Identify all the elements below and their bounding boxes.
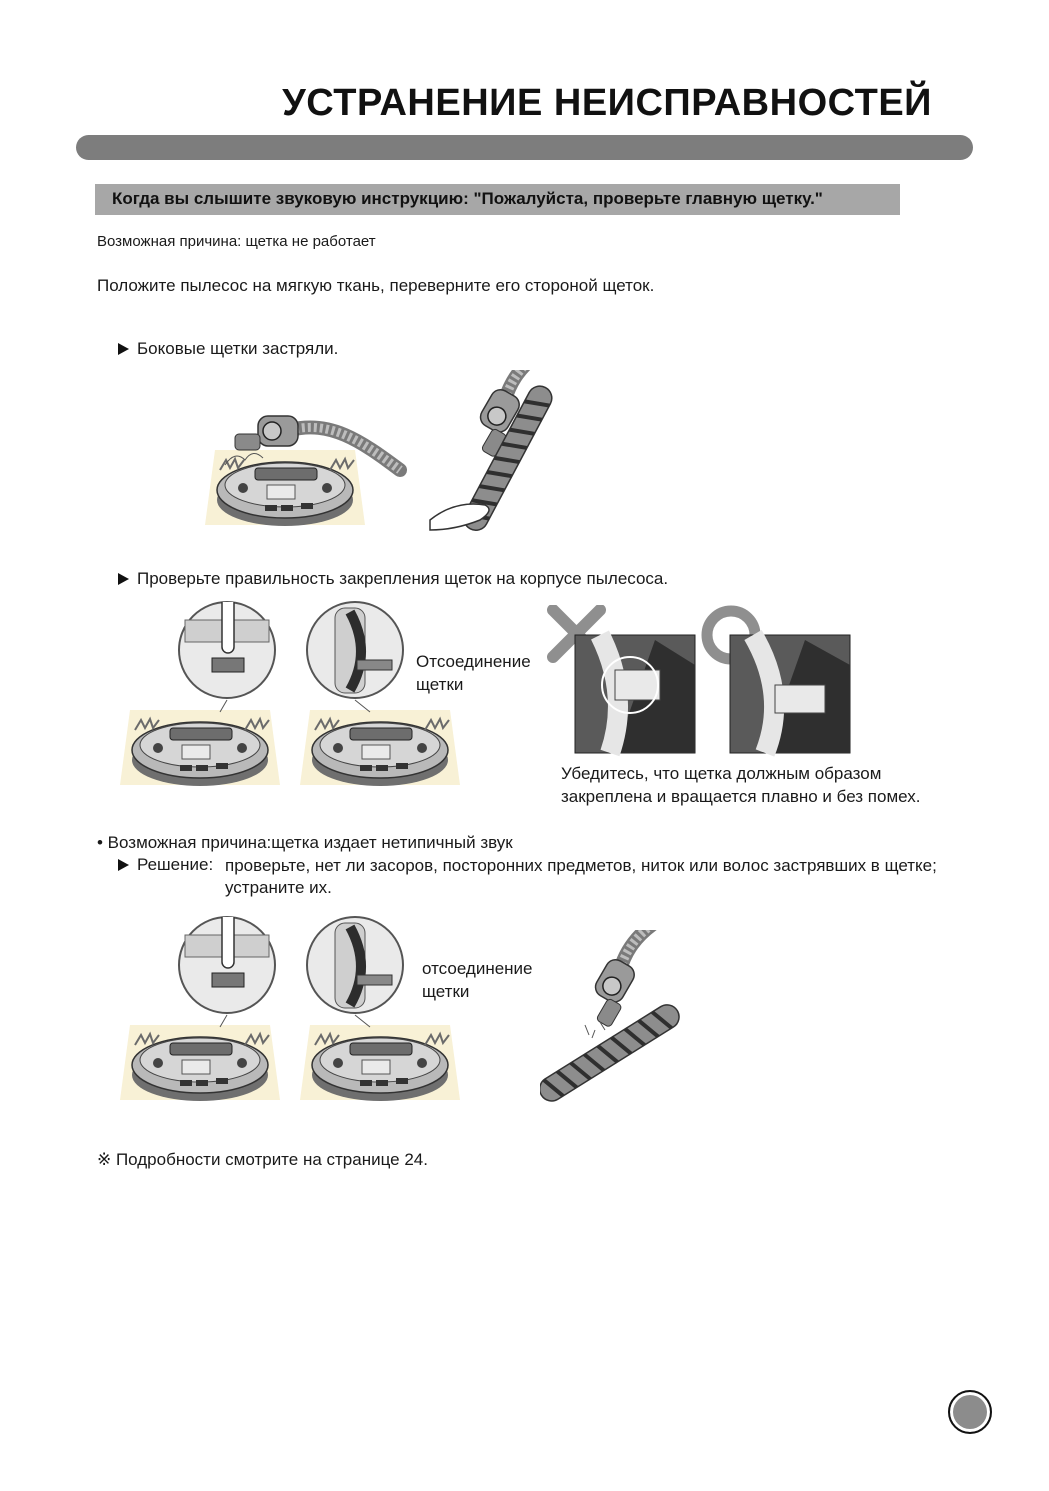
page-title: УСТРАНЕНИЕ НЕИСПРАВНОСТЕЙ — [282, 82, 932, 124]
illustration-brush-detach-1 — [120, 600, 460, 795]
pointer-triangle-icon — [118, 343, 129, 355]
possible-cause-2: • Возможная причина:щетка издает нетипичный звук — [97, 833, 513, 852]
illustration-cleaning-side-brushes — [205, 370, 605, 550]
illustration-mount-comparison — [545, 605, 865, 760]
pointer-triangle-icon — [118, 859, 129, 871]
step-side-brushes — [118, 339, 338, 359]
section-heading: Когда вы слышите звуковую инструкцию: "Пожалуйста, проверьте главную щетку." — [112, 189, 823, 208]
title-divider-bar — [76, 135, 973, 160]
instruction-text: Положите пылесос на мягкую ткань, переверните его стороной щеток. — [97, 276, 655, 295]
illustration-brush-detach-2 — [120, 915, 460, 1110]
step-side-brushes-text: Боковые щетки застряли. — [137, 339, 339, 358]
correct-mount-detail — [730, 635, 850, 753]
step-check-mount — [118, 569, 668, 589]
solution-prefix: Решение: — [137, 855, 214, 874]
possible-cause: Возможная причина: щетка не работает — [97, 233, 376, 250]
wrong-mount-detail — [575, 635, 695, 753]
solution-text: проверьте, нет ли засоров, посторонних предметов, ниток или волос застрявших в щетке; устраните их. — [225, 856, 937, 897]
pointer-triangle-icon — [118, 573, 129, 585]
detach-label-1: Отсоединение щетки — [416, 652, 531, 694]
ensure-note: Убедитесь, что щетка должным образом закреплена и вращается плавно и без помех. — [561, 764, 921, 806]
page-reference: ※ Подробности смотрите на странице 24. — [97, 1150, 428, 1169]
step-check-mount-text: Проверьте правильность закрепления щеток на корпусе пылесоса. — [137, 569, 669, 588]
illustration-cleaning-main-brush — [540, 930, 680, 1105]
solution-prefix-line — [118, 855, 213, 875]
page-number-badge — [948, 1390, 992, 1434]
detach-label-2: отсоединение щетки — [422, 959, 533, 1001]
